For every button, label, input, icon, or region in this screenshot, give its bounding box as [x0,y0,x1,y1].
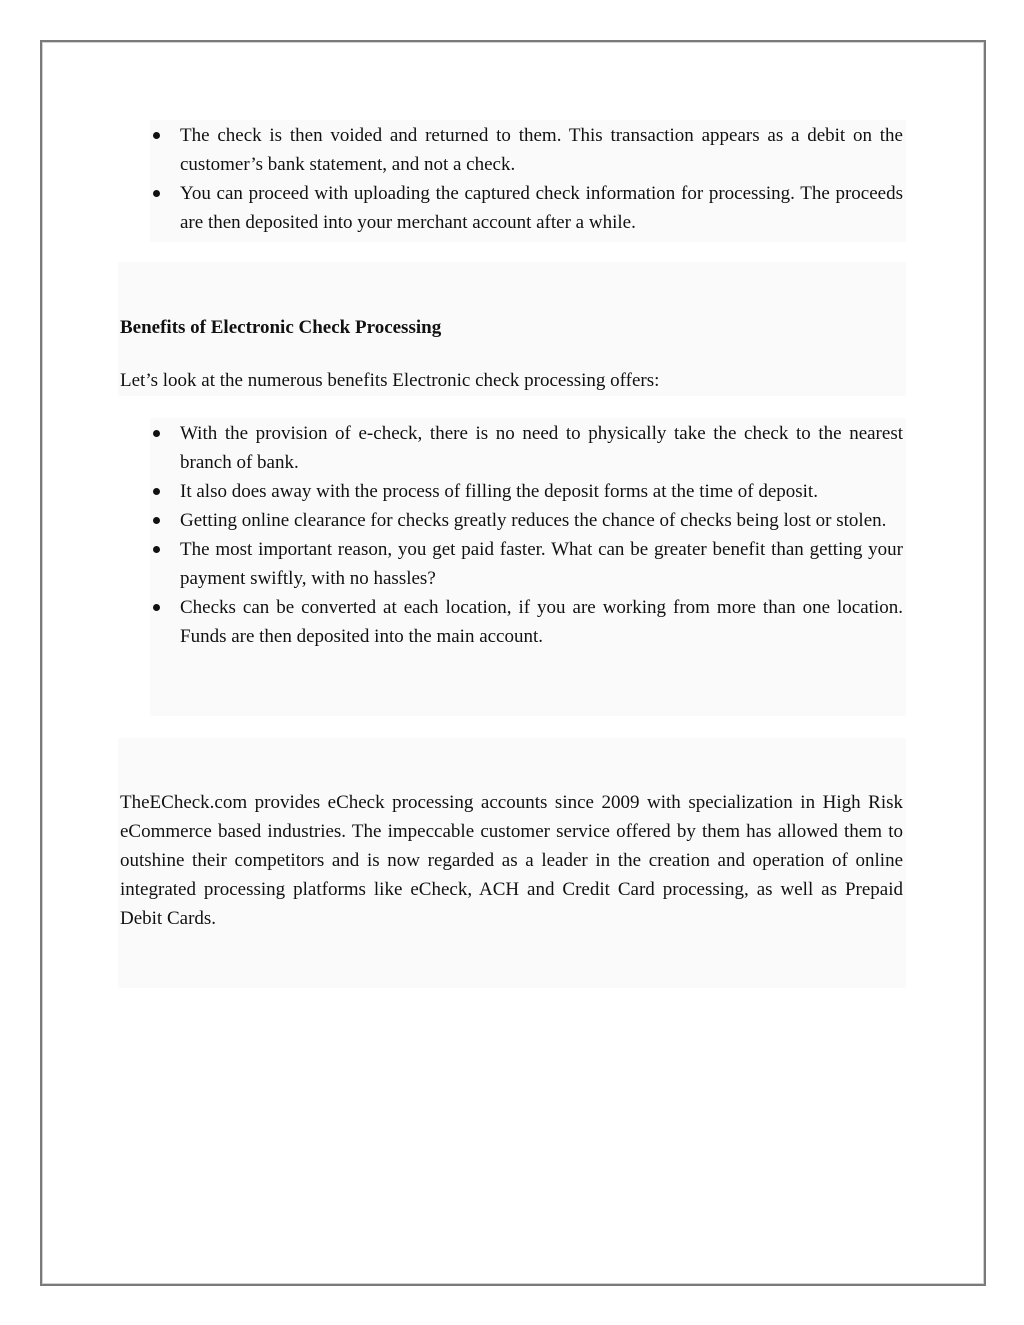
list-item-text: Checks can be converted at each location, if you are working from more than one location. Funds are then deposited into the main account. [180,597,903,647]
top-bullet-list [180,121,903,237]
list-item-text: It also does away with the process of filling the deposit forms at the time of deposit. [180,481,818,502]
bullet-icon [153,517,160,524]
list-item-text: You can proceed with uploading the captured check information for processing. The proceeds are then deposited into your merchant account after a while. [180,183,903,233]
bullet-icon [153,190,160,197]
list-item [180,535,903,593]
list-item [180,477,903,506]
list-item-text: The most important reason, you get paid faster. What can be greater benefit than getting your payment swiftly, with no hassles? [180,539,903,589]
bullet-icon [153,132,160,139]
closing-paragraph: TheECheck.com provides eCheck processing accounts since 2009 with specialization in High Risk eCommerce based industries. The impeccable customer service offered by them has allowed them to outshine their competitors and is now regarded as a leader in the creation and operation of online integrated processing platforms like eCheck, ACH and Credit Card processing, as well as Prepaid Debit Cards. [120,792,903,929]
section-intro: Let’s look at the numerous benefits Electronic check processing offers: [120,370,660,391]
list-item [180,593,903,651]
bullet-icon [153,546,160,553]
list-item-text: The check is then voided and returned to them. This transaction appears as a debit on the customer’s bank statement, and not a check. [180,125,903,175]
section-heading: Benefits of Electronic Check Processing [120,317,442,338]
list-item-text: With the provision of e-check, there is no need to physically take the check to the nearest branch of bank. [180,423,903,473]
list-item [180,419,903,477]
benefits-bullet-list [180,419,903,651]
bullet-icon [153,604,160,611]
list-item [180,506,903,535]
bullet-icon [153,430,160,437]
list-item [180,121,903,179]
list-item [180,179,903,237]
bullet-icon [153,488,160,495]
list-item-text: Getting online clearance for checks greatly reduces the chance of checks being lost or stolen. [180,510,887,531]
